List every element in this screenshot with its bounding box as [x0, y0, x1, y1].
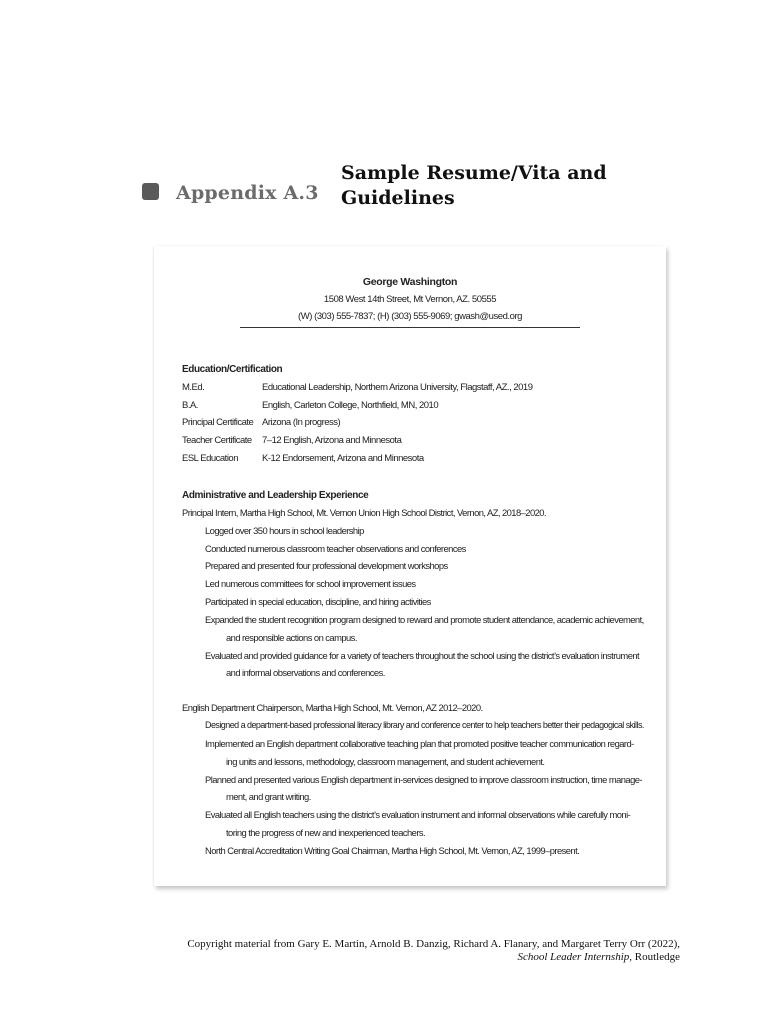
education-detail: Educational Leadership, Northern Arizona University, Flagstaff, AZ., 2019	[262, 382, 533, 393]
duty-item: North Central Accreditation Writing Goal Chairman, Martha High School, Mt. Vernon, AZ, 1999–present.	[205, 845, 580, 856]
duty-item: Planned and presented various English department in-services designed to improve classroom instruction, time manage-	[205, 774, 642, 785]
duty-item: Led numerous committees for school improvement issues	[205, 578, 416, 589]
duty-item: Expanded the student recognition program designed to reward and promote student attendance, academic achievement,	[205, 614, 644, 625]
copyright-source	[517, 951, 680, 963]
duty-item: Implemented an English department collaborative teaching plan that promoted positive teacher communication regard-	[205, 738, 634, 749]
education-degree: ESL Education	[182, 453, 238, 464]
education-detail: K-12 Endorsement, Arizona and Minnesota	[262, 453, 424, 464]
duty-item: Evaluated all English teachers using the district’s evaluation instrument and informal observations while carefully moni-	[205, 809, 631, 820]
appendix-title: Sample Resume/Vita and Guidelines	[341, 162, 607, 209]
experience-section-title: Administrative and Leadership Experience	[182, 490, 369, 501]
copyright-line: Copyright material from Gary E. Martin, Arnold B. Danzig, Richard A. Flanary, and Margaret Terry Orr (2022),	[187, 938, 680, 950]
duty-item-continued: and informal observations and conferences.	[226, 667, 385, 678]
duty-item-continued: ment, and grant writing.	[226, 791, 311, 802]
education-degree: M.Ed.	[182, 382, 205, 393]
education-degree: Principal Certificate	[182, 417, 254, 428]
header-divider	[240, 327, 580, 328]
education-degree: B.A.	[182, 400, 198, 411]
appendix-label: Appendix A.3	[176, 182, 319, 204]
position-heading: Principal Intern, Martha High School, Mt. Vernon Union High School District, Vernon, AZ, 2018–2020.	[182, 507, 547, 518]
resume-address: 1508 West 14th Street, Mt Vernon, AZ. 50555	[323, 294, 497, 305]
resume-card	[154, 246, 666, 886]
education-detail: English, Carleton College, Northfield, MN, 2010	[262, 400, 439, 411]
square-bullet-icon	[142, 183, 159, 200]
duty-item: Evaluated and provided guidance for a variety of teachers throughout the school using the district’s evaluation instrument	[205, 650, 640, 661]
position-heading: English Department Chairperson, Martha High School, Mt. Vernon, AZ 2012–2020.	[182, 702, 483, 713]
duty-item-continued: toring the progress of new and inexperienced teachers.	[226, 827, 426, 838]
education-row	[182, 453, 642, 467]
duty-item: Conducted numerous classroom teacher observations and conferences	[205, 543, 466, 554]
duty-item-continued: and responsible actions on campus.	[226, 632, 357, 643]
education-detail: Arizona (In progress)	[262, 417, 341, 428]
education-row	[182, 400, 642, 414]
resume-name: George Washington	[362, 276, 458, 288]
education-degree: Teacher Certificate	[182, 435, 252, 446]
education-row	[182, 417, 642, 431]
duty-item: Participated in special education, discipline, and hiring activities	[205, 596, 431, 607]
duty-item: Prepared and presented four professional development workshops	[205, 560, 448, 571]
duty-item-continued: ing units and lessons, methodology, classroom management, and student achievement.	[226, 756, 545, 767]
book-title: School Leader Internship	[517, 951, 630, 963]
education-row	[182, 435, 642, 449]
education-detail: 7–12 English, Arizona and Minnesota	[262, 435, 402, 446]
education-section-title: Education/Certification	[182, 364, 283, 375]
education-row	[182, 382, 642, 396]
duty-item: Designed a department-based professional literacy library and conference center to help teachers better their pedagogical skills.	[205, 720, 644, 730]
publisher: , Routledge	[629, 951, 680, 963]
resume-phone-email: (W) (303) 555-7837; (H) (303) 555-9069; gwash@used.org	[297, 311, 523, 322]
duty-item: Logged over 350 hours in school leadership	[205, 525, 364, 536]
